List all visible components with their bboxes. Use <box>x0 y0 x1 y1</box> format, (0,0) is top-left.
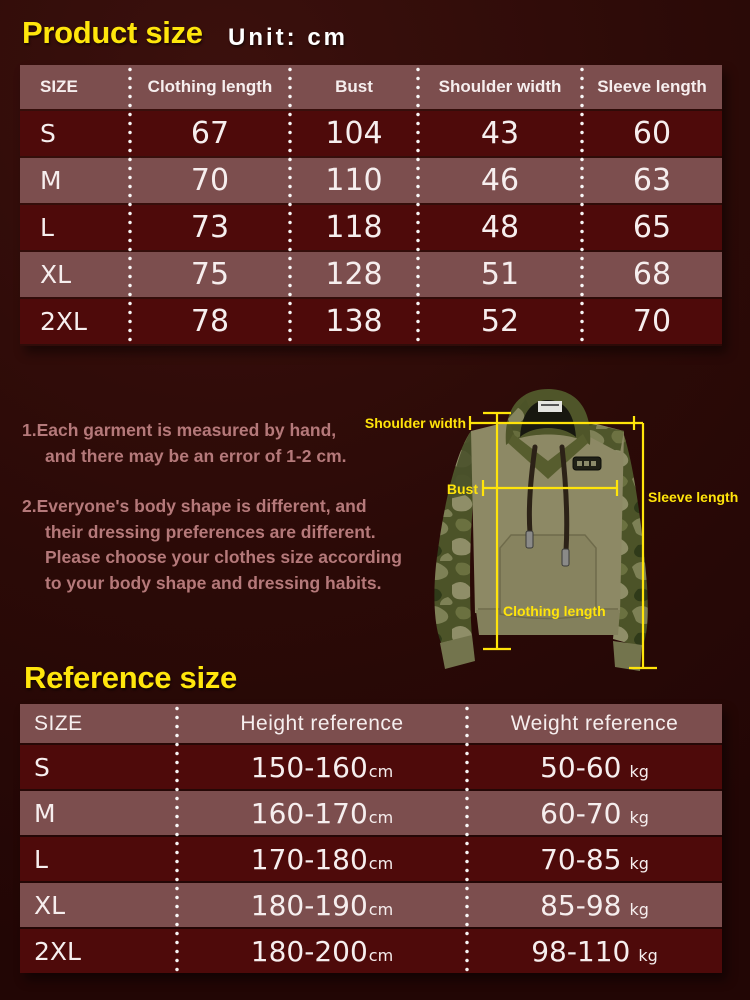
note-line: Please choose your clothes size according <box>45 547 402 567</box>
weight-cell: 70-85 kg <box>540 842 649 876</box>
table-row <box>20 299 722 344</box>
clothing-length-label: Clothing length <box>503 603 606 619</box>
size-cell: S <box>34 752 50 782</box>
note-line: 1.Each garment is measured by hand, <box>22 420 337 440</box>
table-header-row <box>20 704 722 743</box>
column-divider <box>465 704 469 973</box>
value-cell: 67 <box>190 116 230 151</box>
column-header-clothing-length: Clothing length <box>147 77 273 96</box>
value-cell: 75 <box>190 257 230 292</box>
weight-cell: 98-110 kg <box>531 934 658 968</box>
sleeve-length-label: Sleeve length <box>648 489 739 505</box>
value-cell: 43 <box>480 116 520 151</box>
note-1 <box>22 418 414 469</box>
column-header-height: Height reference <box>240 711 404 735</box>
reference-size-title: Reference size <box>24 660 237 695</box>
column-divider <box>580 65 584 346</box>
value-cell: 46 <box>480 163 520 198</box>
size-cell: L <box>40 213 54 242</box>
shoulder-width-label: Shoulder width <box>364 415 466 431</box>
product-size-table <box>20 65 722 346</box>
value-cell: 68 <box>632 257 672 292</box>
unit-label: Unit: cm <box>228 24 348 51</box>
size-cell: XL <box>40 260 72 289</box>
size-cell: L <box>34 844 48 874</box>
table-row <box>20 791 722 835</box>
height-cell: 180-200cm <box>250 934 394 968</box>
column-header-bust: Bust <box>335 77 373 96</box>
value-cell: 63 <box>632 163 672 198</box>
table-row <box>20 111 722 156</box>
table-row <box>20 929 722 973</box>
neck-tag <box>538 401 562 412</box>
size-cell: 2XL <box>40 307 87 336</box>
value-cell: 70 <box>190 163 230 198</box>
size-cell: M <box>34 798 56 828</box>
note-line: their dressing preferences are different. <box>45 521 376 542</box>
column-divider <box>128 65 132 346</box>
column-header-sleeve-length: Sleeve length <box>597 77 707 96</box>
note-line: and there may be an error of 1-2 cm. <box>45 445 347 466</box>
table-row <box>20 883 722 927</box>
table-row <box>20 745 722 789</box>
value-cell: 70 <box>632 304 672 339</box>
height-cell: 160-170cm <box>250 796 394 830</box>
value-cell: 60 <box>632 116 672 151</box>
size-cell: S <box>40 119 56 148</box>
value-cell: 48 <box>480 210 520 245</box>
weight-cell: 60-70 kg <box>540 796 649 830</box>
table-header-row <box>20 65 722 109</box>
page-title: Product size <box>22 15 203 50</box>
hoodie-measurement-diagram <box>364 385 750 677</box>
weight-cell: 50-60 kg <box>540 750 649 784</box>
column-divider <box>416 65 420 346</box>
column-header-size: SIZE <box>34 711 83 735</box>
table-row <box>20 158 722 203</box>
value-cell: 138 <box>325 304 383 339</box>
value-cell: 52 <box>480 304 520 339</box>
table-row <box>20 252 722 297</box>
note-line: to your body shape and dressing habits. <box>45 572 382 593</box>
reference-size-table <box>20 704 722 973</box>
table-row <box>20 837 722 881</box>
note-line: 2.Everyone's body shape is different, and <box>22 496 367 516</box>
size-cell: XL <box>34 890 66 920</box>
size-cell: 2XL <box>34 936 81 966</box>
value-cell: 65 <box>632 210 672 245</box>
column-divider <box>288 65 292 346</box>
bust-label: Bust <box>446 481 478 497</box>
column-header-weight: Weight reference <box>510 711 679 735</box>
value-cell: 110 <box>325 163 383 198</box>
hoodie-illustration <box>434 389 647 671</box>
column-divider <box>175 704 179 973</box>
value-cell: 73 <box>190 210 230 245</box>
value-cell: 118 <box>325 210 383 245</box>
height-cell: 150-160cm <box>250 750 394 784</box>
note-2 <box>22 494 414 596</box>
table-row <box>20 205 722 250</box>
value-cell: 78 <box>190 304 230 339</box>
height-cell: 180-190cm <box>250 888 394 922</box>
size-cell: M <box>40 166 62 195</box>
column-header-shoulder-width: Shoulder width <box>438 77 562 96</box>
right-cuff <box>613 641 642 671</box>
weight-cell: 85-98 kg <box>540 888 649 922</box>
measurement-notes <box>22 418 414 621</box>
column-header-size: SIZE <box>40 77 78 96</box>
height-cell: 170-180cm <box>250 842 394 876</box>
value-cell: 104 <box>325 116 383 151</box>
value-cell: 51 <box>480 257 520 292</box>
value-cell: 128 <box>325 257 383 292</box>
